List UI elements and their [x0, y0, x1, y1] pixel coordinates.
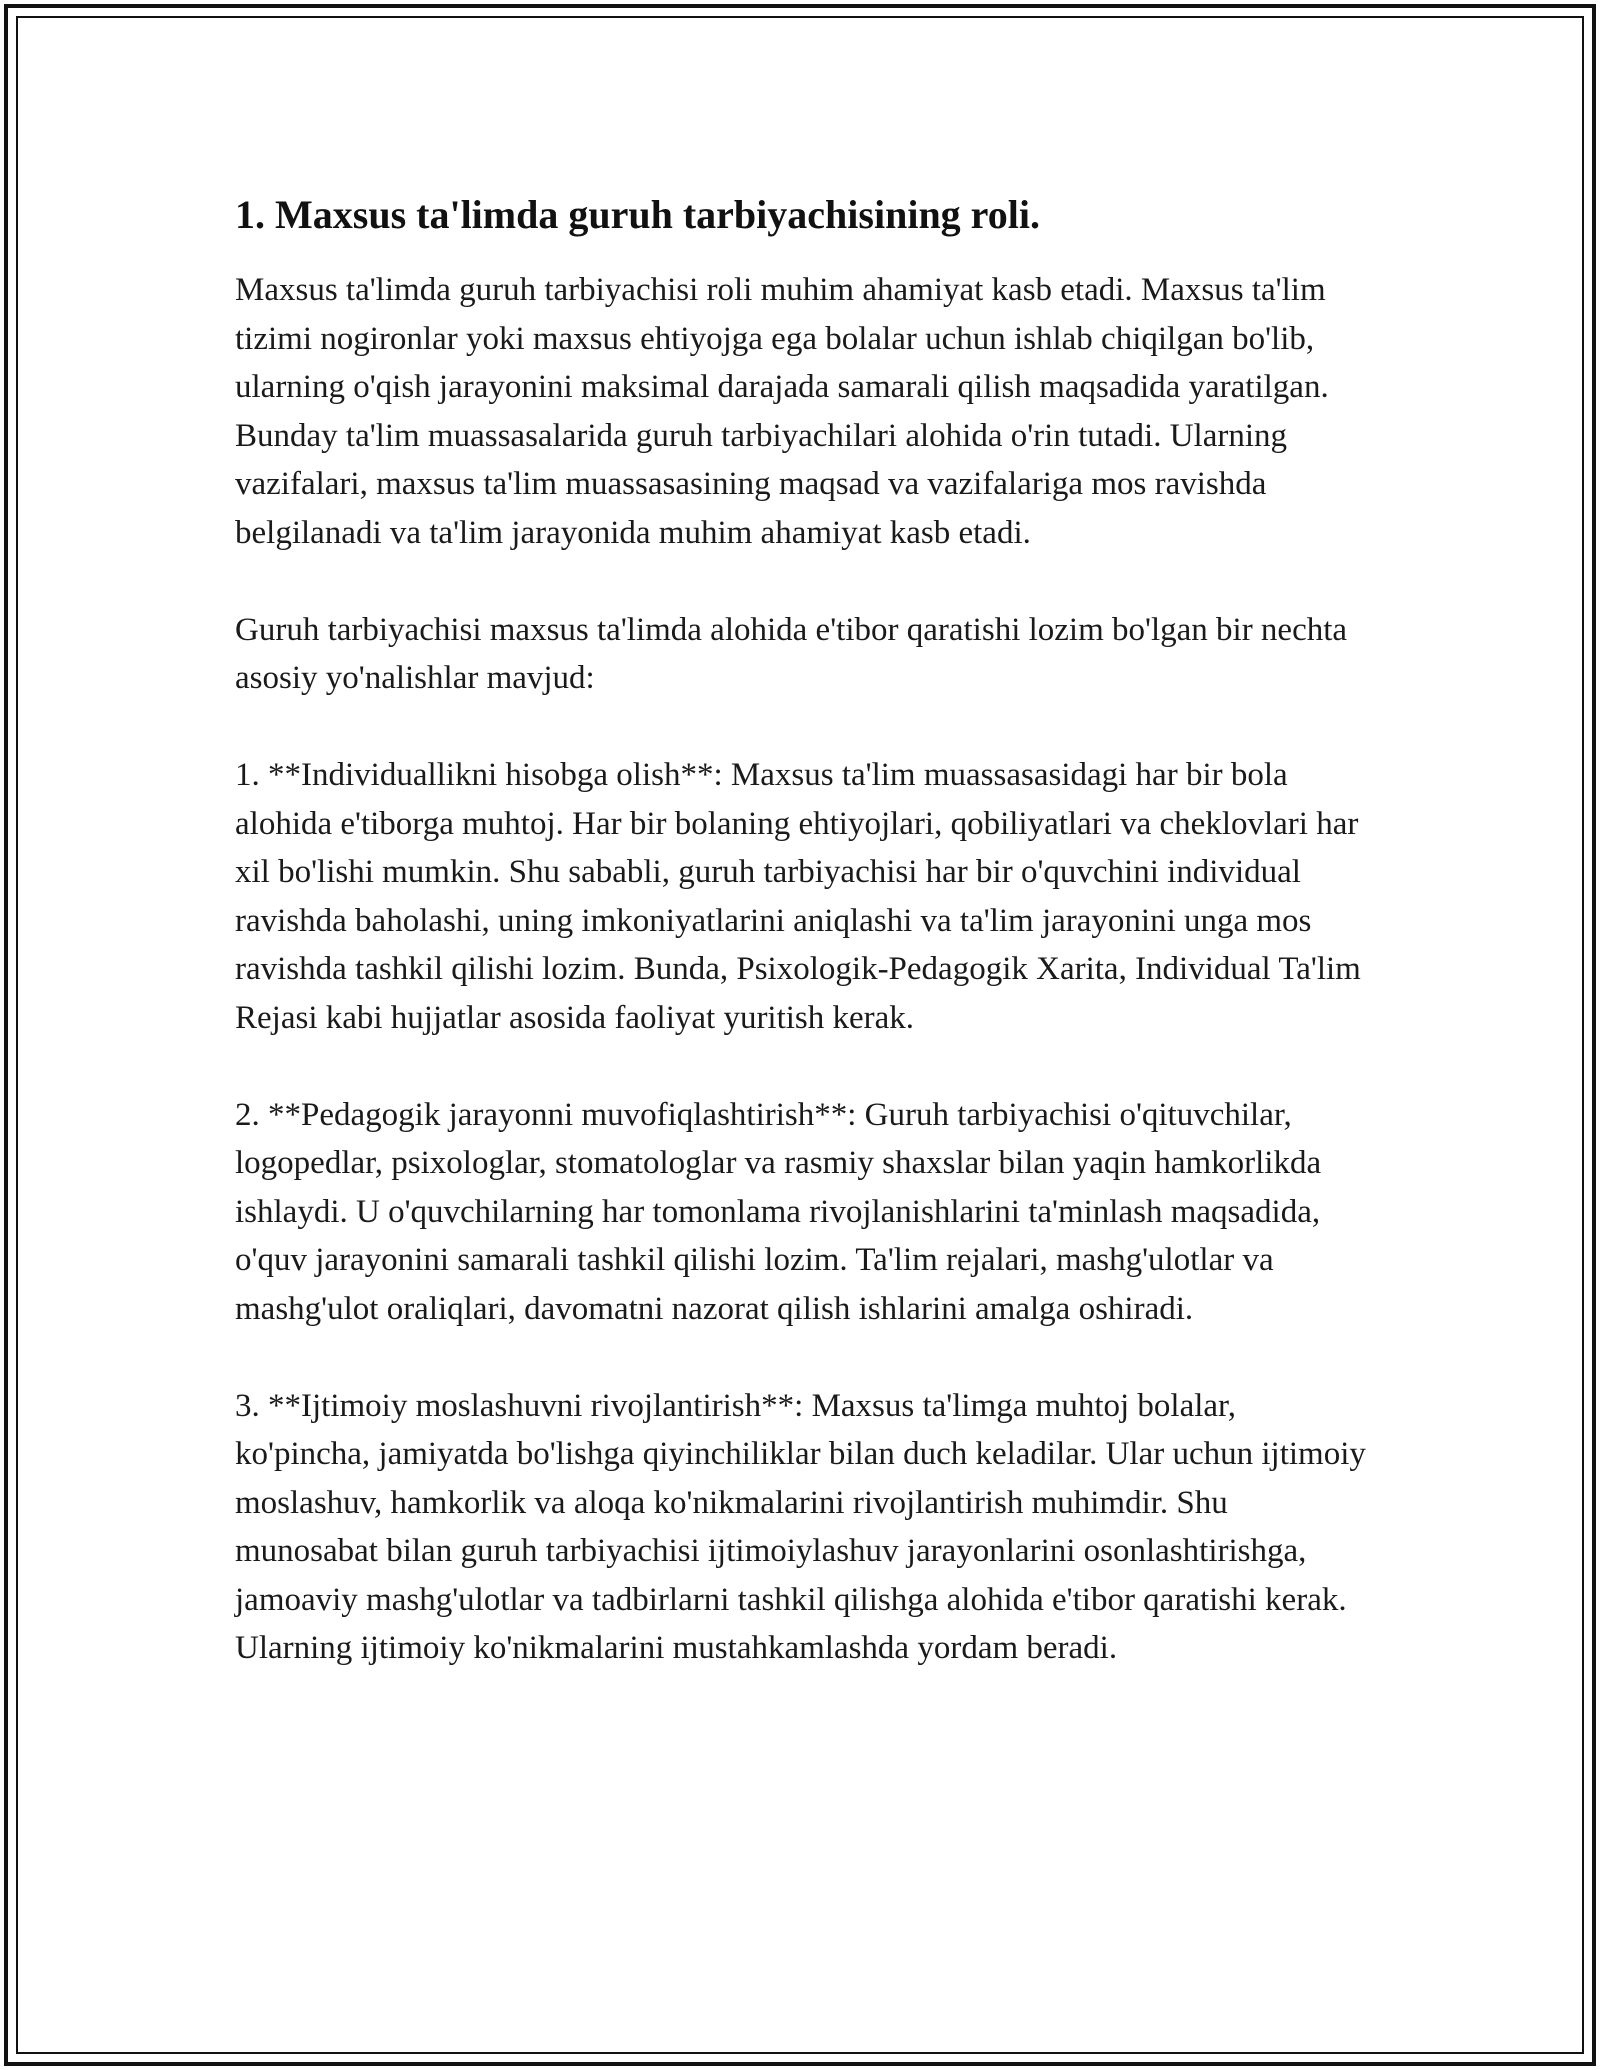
paragraph-point-2: 2. **Pedagogik jarayonni muvofiqlashtirish**: Guruh tarbiyachisi o'qituvchilar, logopedlar, psixologlar, stomatologlar va rasmiy shaxslar bilan yaqin hamkorlikda ishlaydi. U o'quvchilarning har tomonlama rivojlanishlarini ta'minlash maqsadida, o'quv jarayonini samarali tashkil qilishi lozim. Ta'lim rejalari, mashg'ulotlar va mashg'ulot oraliqlari, davomatni nazorat qilish ishlarini amalga oshiradi. — [235, 1096, 1322, 1327]
paragraph-point-1: 1. **Individuallikni hisobga olish**: Maxsus ta'lim muassasasidagi har bir bola alohida e'tiborga muhtoj. Har bir bolaning ehtiyojlari, qobiliyatlari va cheklovlari har xil bo'lishi mumkin. Shu sababli, guruh tarbiyachisi har bir o'quvchini individual ravishda baholashi, uning imkoniyatlarini aniqlashi va ta'lim jarayonini unga mos ravishda tashkil qilishi lozim. Bunda, Psixologik-Pedagogik Xarita, Individual Ta'lim Rejasi kabi hujjatlar asosida faoliyat yuritish kerak. — [235, 757, 1361, 1036]
document-title: 1. Maxsus ta'limda guruh tarbiyachisining roli. — [235, 192, 1040, 237]
document-body — [235, 190, 1370, 1721]
paragraph-directions-lead: Guruh tarbiyachisi maxsus ta'limda alohida e'tibor qaratishi lozim bo'lgan bir nechta asosiy yo'nalishlar mavjud: — [235, 611, 1348, 696]
paragraph-intro: Maxsus ta'limda guruh tarbiyachisi roli muhim ahamiyat kasb etadi. Maxsus ta'lim tizimi nogironlar yoki maxsus ehtiyojga ega bolalar uchun ishlab chiqilgan bo'lib, ularning o'qish jarayonini maksimal darajada samarali qilish maqsadida yaratilgan. Bunday ta'lim muassasalarida guruh tarbiyachilari alohida o'rin tutadi. Ularning vazifalari, maxsus ta'lim muassasasining maqsad va vazifalariga mos ravishda belgilanadi va ta'lim jarayonida muhim ahamiyat kasb etadi. — [235, 272, 1329, 551]
paragraph-point-3: 3. **Ijtimoiy moslashuvni rivojlantirish**: Maxsus ta'limga muhtoj bolalar, ko'pincha, jamiyatda bo'lishga qiyinchiliklar bilan duch keladilar. Ular uchun ijtimoiy moslashuv, hamkorlik va aloqa ko'nikmalarini rivojlantirish muhimdir. Shu munosabat bilan guruh tarbiyachisi ijtimoiylashuv jarayonlarini osonlashtirishga, jamoaviy mashg'ulotlar va tadbirlarni tashkil qilishga alohida e'tibor qaratishi kerak. Ularning ijtimoiy ko'nikmalarini mustahkamlashda yordam beradi. — [235, 1387, 1366, 1666]
